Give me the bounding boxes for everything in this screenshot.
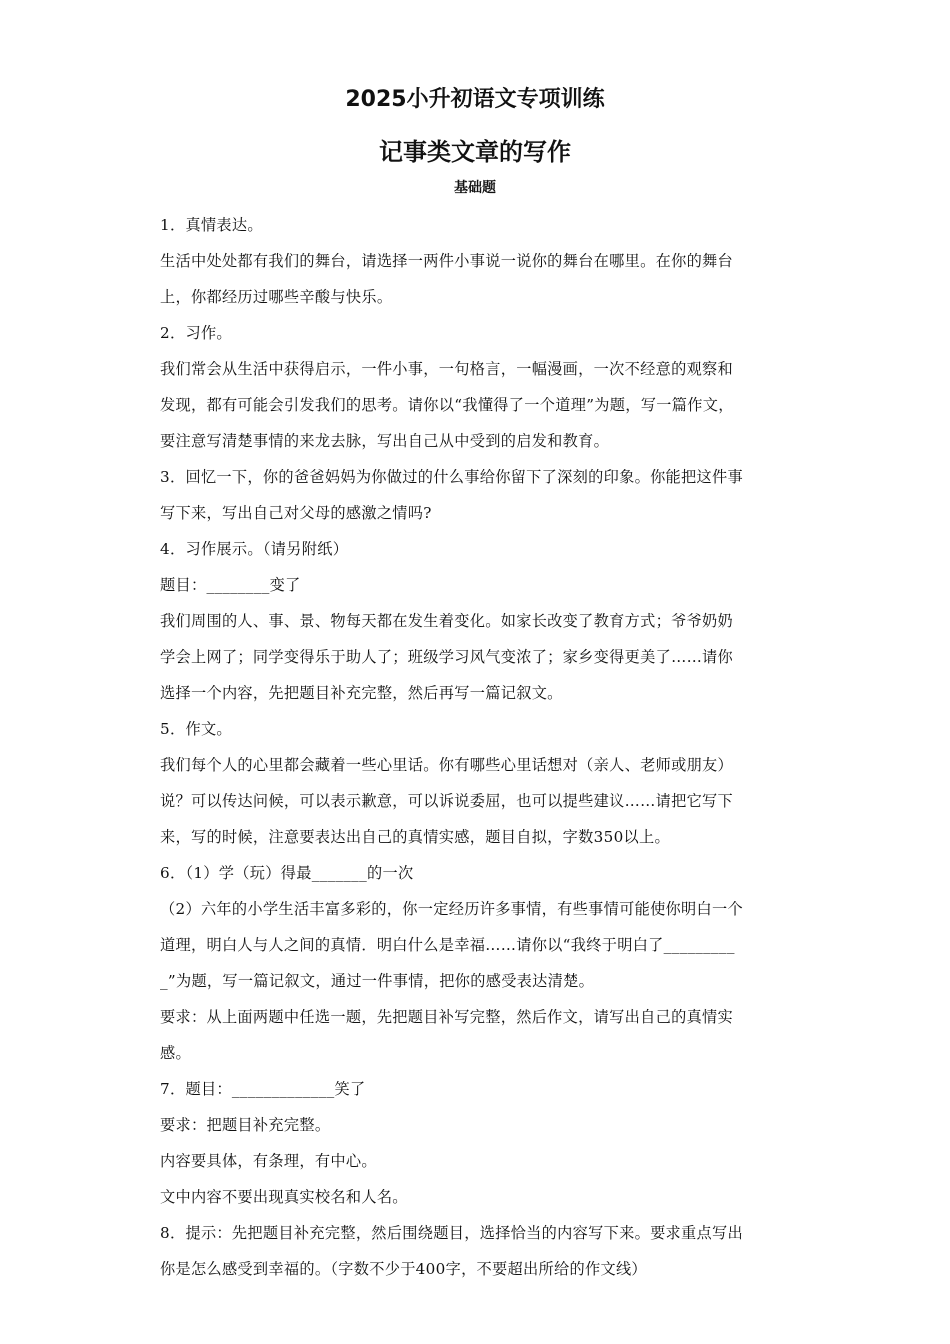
question-3-line: 写下来，写出自己对父母的感激之情吗? (160, 504, 432, 522)
document-subtitle: 记事类文章的写作 (379, 138, 571, 166)
question-2-line: 发现，都有可能会引发我们的思考。请你以“我懂得了一个道理”为题，写一篇作文， (160, 396, 734, 414)
question-2 (160, 315, 796, 459)
question-5-line: 说？可以传达问候，可以表示歉意，可以诉说委屈，也可以提些建议……请把它写下 (160, 792, 734, 810)
question-4-line: 学会上网了；同学变得乐于助人了；班级学习风气变浓了；家乡变得更美了……请你 (160, 648, 734, 666)
question-3 (160, 459, 796, 531)
question-6 (160, 855, 796, 1071)
question-1-head: 1．真情表达。 (160, 216, 263, 234)
question-5-head: 5．作文。 (160, 720, 232, 738)
question-5 (160, 711, 796, 855)
question-8-head: 8．提示：先把题目补充完整，然后围绕题目，选择恰当的内容写下来。要求重点写出 (160, 1224, 743, 1242)
question-2-head: 2．习作。 (160, 324, 232, 342)
question-4-line: 题目：________变了 (160, 576, 301, 594)
question-7 (160, 1071, 796, 1215)
document-title: 2025小升初语文专项训练 (345, 87, 605, 112)
question-6-head: 6．（1）学（玩）得最_______的一次 (160, 864, 414, 882)
question-3-head: 3．回忆一下，你的爸爸妈妈为你做过的什么事给你留下了深刻的印象。你能把这件事 (160, 468, 743, 486)
question-5-line: 我们每个人的心里都会藏着一些心里话。你有哪些心里话想对（亲人、老师或朋友） (160, 756, 734, 774)
section-heading: 基础题 (454, 180, 496, 196)
question-4-head: 4．习作展示。（请另附纸） (160, 540, 349, 558)
question-5-line: 来，写的时候，注意要表达出自己的真情实感，题目自拟，字数350以上。 (160, 828, 671, 846)
question-4 (160, 531, 796, 711)
question-2-line: 我们常会从生活中获得启示，一件小事，一句格言，一幅漫画，一次不经意的观察和 (160, 360, 734, 378)
question-7-line: 要求：把题目补充完整。 (160, 1116, 331, 1134)
question-list (160, 207, 796, 1287)
question-7-line: 内容要具体，有条理，有中心。 (160, 1152, 377, 1170)
question-7-line: 文中内容不要出现真实校名和人名。 (160, 1188, 408, 1206)
question-1 (160, 207, 796, 315)
question-6-line: 道理，明白人与人之间的真情．明白什么是幸福……请你以“我终于明白了_________ (160, 936, 735, 954)
question-1-line: 上，你都经历过哪些辛酸与快乐。 (160, 288, 393, 306)
question-2-line: 要注意写清楚事情的来龙去脉，写出自己从中受到的启发和教育。 (160, 432, 610, 450)
question-6-line: 感。 (160, 1044, 191, 1062)
question-8-line: 你是怎么感受到幸福的。（字数不少于400字，不要超出所给的作文线） (160, 1260, 647, 1278)
question-7-head: 7．题目：_____________笑了 (160, 1080, 366, 1098)
question-4-line: 我们周围的人、事、景、物每天都在发生着变化。如家长改变了教育方式；爷爷奶奶 (160, 612, 734, 630)
question-6-line: _”为题，写一篇记叙文，通过一件事情，把你的感受表达清楚。 (160, 972, 595, 990)
question-6-line: （2）六年的小学生活丰富多彩的，你一定经历许多事情，有些事情可能使你明白一个 (160, 900, 743, 918)
question-4-line: 选择一个内容，先把题目补充完整，然后再写一篇记叙文。 (160, 684, 563, 702)
question-1-line: 生活中处处都有我们的舞台，请选择一两件小事说一说你的舞台在哪里。在你的舞台 (160, 252, 734, 270)
question-6-line: 要求：从上面两题中任选一题，先把题目补写完整，然后作文，请写出自己的真情实 (160, 1008, 734, 1026)
question-8 (160, 1215, 796, 1287)
